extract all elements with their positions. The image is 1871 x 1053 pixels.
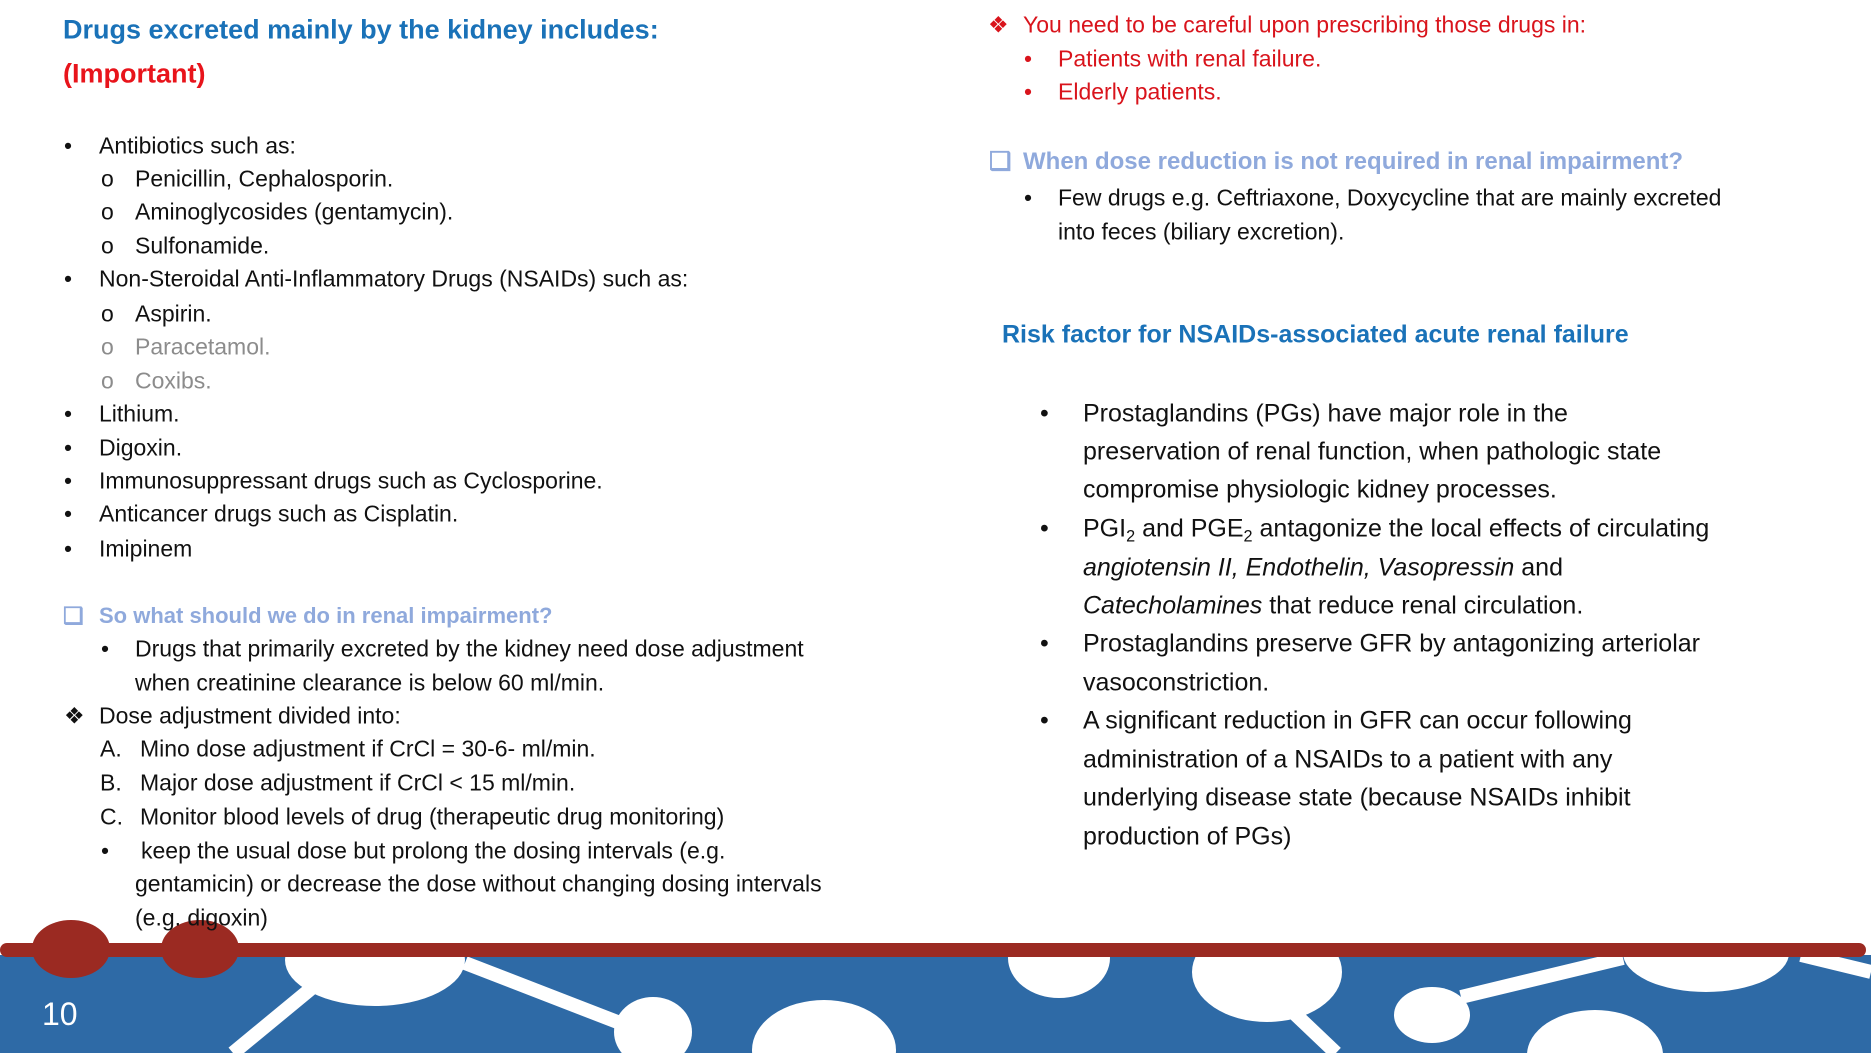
circle-bullet-icon: o [101, 198, 114, 225]
bullet-icon: • [1040, 514, 1049, 543]
circle-bullet-icon: o [101, 300, 114, 327]
bullet-icon: • [64, 467, 73, 494]
risk-line: compromise physiologic kidney processes. [1083, 475, 1557, 504]
checkbox-square-icon: ❑ [989, 147, 1012, 176]
list-item: Sulfonamide. [135, 232, 270, 259]
risk-line: A significant reduction in GFR can occur following [1083, 706, 1632, 735]
circle-bullet-icon: o [101, 367, 114, 394]
text: and [1514, 553, 1563, 582]
list-item: Antibiotics such as: [99, 132, 296, 159]
bullet-icon: • [64, 132, 73, 159]
bullet-icon: • [64, 400, 73, 427]
bullet-icon: • [1024, 45, 1033, 72]
text: and PGE [1135, 514, 1244, 543]
careful-heading: You need to be careful upon prescribing those drugs in: [1023, 11, 1587, 38]
keep-line: (e.g. digoxin) [135, 904, 268, 931]
risk-line: administration of a NSAIDs to a patient with any [1083, 745, 1613, 774]
italic-text: angiotensin II, Endothelin, Vasopressin [1083, 553, 1515, 582]
bullet-icon: • [1024, 184, 1033, 211]
bullet-icon: • [1040, 706, 1049, 735]
list-item: Penicillin, Cephalosporin. [135, 165, 394, 192]
bullet-icon: • [64, 500, 73, 527]
question-heading: When dose reduction is not required in renal impairment? [1023, 148, 1684, 175]
bullet-icon: • [64, 535, 73, 562]
risk-line: underlying disease state (because NSAIDs inhibit [1083, 783, 1631, 812]
answer-line: Few drugs e.g. Ceftriaxone, Doxycycline that are mainly excreted [1058, 184, 1722, 211]
keep-line: keep the usual dose but prolong the dosing intervals (e.g. [141, 837, 726, 864]
list-item: Paracetamol. [135, 333, 271, 360]
footer-decoration [0, 900, 1871, 1053]
list-marker: B. [100, 769, 122, 796]
risk-heading: Risk factor for NSAIDs-associated acute renal failure [1002, 320, 1629, 349]
risk-line: preservation of renal function, when pathologic state [1083, 437, 1662, 466]
keep-line: gentamicin) or decrease the dose without changing dosing intervals [135, 870, 822, 897]
list-marker: C. [100, 803, 123, 830]
risk-line [1083, 514, 1710, 546]
bullet-icon: • [101, 635, 110, 662]
list-item: Patients with renal failure. [1058, 45, 1322, 72]
bullet-icon: • [1040, 629, 1049, 658]
list-item: Coxibs. [135, 367, 212, 394]
list-item: Major dose adjustment if CrCl < 15 ml/min. [140, 769, 576, 796]
risk-line: production of PGs) [1083, 822, 1292, 851]
diamond-icon: ❖ [988, 11, 1009, 38]
dose-heading: Dose adjustment divided into: [99, 702, 401, 729]
bullet-icon: • [1024, 78, 1033, 105]
list-item: Non-Steroidal Anti-Inflammatory Drugs (NSAIDs) such as: [99, 265, 689, 292]
circle-bullet-icon: o [101, 232, 114, 259]
risk-line: Prostaglandins preserve GFR by antagonizing arteriolar [1083, 629, 1700, 658]
risk-line: vasoconstriction. [1083, 668, 1270, 697]
checkbox-square-icon: ❑ [63, 602, 84, 629]
list-item: Immunosuppressant drugs such as Cyclosporine. [99, 467, 603, 494]
list-item: Elderly patients. [1058, 78, 1222, 105]
list-marker: A. [100, 735, 122, 762]
bullet-icon: • [101, 837, 110, 864]
important-note: (Important) [63, 58, 206, 89]
page-title: Drugs excreted mainly by the kidney includes: [63, 14, 659, 45]
italic-text: Catecholamines [1083, 591, 1263, 620]
list-item: Monitor blood levels of drug (therapeutic drug monitoring) [140, 803, 725, 830]
risk-line [1083, 553, 1563, 582]
bullet-icon: • [64, 265, 73, 292]
list-item: Aminoglycosides (gentamycin). [135, 198, 454, 225]
subscript: 2 [1126, 527, 1136, 546]
bullet-icon: • [64, 434, 73, 461]
diamond-icon: ❖ [64, 702, 85, 729]
answer-line: when creatinine clearance is below 60 ml/min. [135, 669, 605, 696]
list-item: Mino dose adjustment if CrCl = 30-6- ml/min. [140, 735, 596, 762]
text: PGI [1083, 514, 1127, 543]
bullet-icon: • [1040, 399, 1049, 428]
page-number: 10 [42, 996, 78, 1032]
list-item: Anticancer drugs such as Cisplatin. [99, 500, 459, 527]
question-heading: So what should we do in renal impairment? [99, 603, 553, 628]
risk-line: Prostaglandins (PGs) have major role in the [1083, 399, 1568, 428]
list-item: Aspirin. [135, 300, 212, 327]
answer-line: into feces (biliary excretion). [1058, 218, 1345, 245]
text: that reduce renal circulation. [1262, 591, 1584, 620]
answer-line: Drugs that primarily excreted by the kidney need dose adjustment [135, 635, 804, 662]
list-item: Imipinem [99, 535, 193, 562]
text: antagonize the local effects of circulating [1252, 514, 1710, 543]
subscript: 2 [1243, 527, 1253, 546]
circle-bullet-icon: o [101, 165, 114, 192]
risk-line [1083, 591, 1584, 620]
list-item: Lithium. [99, 400, 180, 427]
list-item: Digoxin. [99, 434, 183, 461]
circle-bullet-icon: o [101, 333, 114, 360]
